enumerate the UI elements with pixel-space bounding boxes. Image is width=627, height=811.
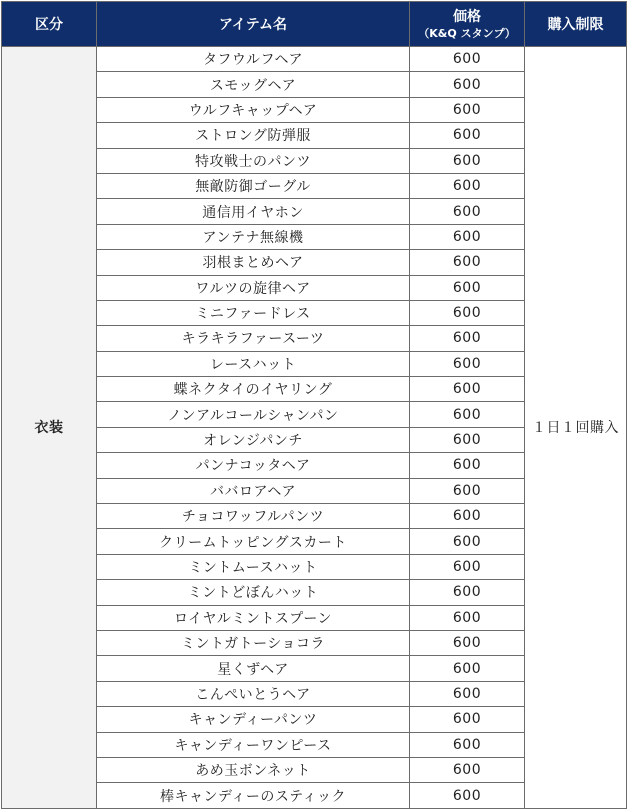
header-price-currency: （K&Q スタンプ） xyxy=(418,26,516,40)
item-price-cell: 600 xyxy=(410,148,525,173)
item-price-cell: 600 xyxy=(410,402,525,427)
item-price-cell: 600 xyxy=(410,630,525,655)
item-name-cell: ストロング防弾服 xyxy=(97,123,410,148)
item-name-cell: ワルツの旋律ヘア xyxy=(97,275,410,300)
header-item-name: アイテム名 xyxy=(97,2,410,47)
item-name-cell: ミニファードレス xyxy=(97,300,410,325)
item-name-cell: 星くずヘア xyxy=(97,656,410,681)
item-price-cell: 600 xyxy=(410,554,525,579)
item-price-cell: 600 xyxy=(410,97,525,122)
table-row xyxy=(2,47,627,72)
item-price-cell: 600 xyxy=(410,707,525,732)
item-name-cell: 通信用イヤホン xyxy=(97,199,410,224)
item-name-cell: キャンディーワンピース xyxy=(97,732,410,757)
item-name-cell: アンテナ無線機 xyxy=(97,224,410,249)
header-price-label: 価格 xyxy=(453,8,481,25)
item-price-cell: 600 xyxy=(410,427,525,452)
item-name-cell: スモッグヘア xyxy=(97,72,410,97)
header-price xyxy=(410,2,525,47)
category-cell: 衣装 xyxy=(2,47,97,809)
item-price-cell: 600 xyxy=(410,681,525,706)
item-name-cell: 羽根まとめヘア xyxy=(97,250,410,275)
item-name-cell: あめ玉ボンネット xyxy=(97,757,410,782)
item-price-cell: 600 xyxy=(410,377,525,402)
item-price-cell: 600 xyxy=(410,300,525,325)
item-name-cell: キャンディーパンツ xyxy=(97,707,410,732)
item-name-cell: こんぺいとうヘア xyxy=(97,681,410,706)
header-row xyxy=(2,2,627,47)
item-price-cell: 600 xyxy=(410,732,525,757)
item-price-cell: 600 xyxy=(410,656,525,681)
item-price-cell: 600 xyxy=(410,757,525,782)
item-price-cell: 600 xyxy=(410,199,525,224)
item-price-cell: 600 xyxy=(410,250,525,275)
item-name-cell: ミントガトーショコラ xyxy=(97,630,410,655)
item-price-cell: 600 xyxy=(410,123,525,148)
item-name-cell: 特攻戦士のパンツ xyxy=(97,148,410,173)
item-price-cell: 600 xyxy=(410,580,525,605)
item-name-cell: パンナコッタヘア xyxy=(97,453,410,478)
item-name-cell: 蝶ネクタイのイヤリング xyxy=(97,377,410,402)
item-name-cell: ウルフキャップヘア xyxy=(97,97,410,122)
item-name-cell: ロイヤルミントスプーン xyxy=(97,605,410,630)
item-name-cell: オレンジパンチ xyxy=(97,427,410,452)
item-name-cell: ババロアヘア xyxy=(97,478,410,503)
item-name-cell: 無敵防御ゴーグル xyxy=(97,173,410,198)
item-price-cell: 600 xyxy=(410,275,525,300)
item-price-cell: 600 xyxy=(410,453,525,478)
item-price-cell: 600 xyxy=(410,504,525,529)
item-price-cell: 600 xyxy=(410,478,525,503)
item-name-cell: クリームトッピングスカート xyxy=(97,529,410,554)
item-price-table xyxy=(1,1,627,809)
item-price-cell: 600 xyxy=(410,605,525,630)
item-price-cell: 600 xyxy=(410,326,525,351)
item-price-cell: 600 xyxy=(410,224,525,249)
item-price-cell: 600 xyxy=(410,351,525,376)
item-price-cell: 600 xyxy=(410,783,525,808)
item-price-cell: 600 xyxy=(410,173,525,198)
header-limit: 購入制限 xyxy=(525,2,627,47)
item-price-cell: 600 xyxy=(410,47,525,72)
item-name-cell: 棒キャンディーのスティック xyxy=(97,783,410,808)
item-name-cell: ノンアルコールシャンパン xyxy=(97,402,410,427)
item-name-cell: タフウルフヘア xyxy=(97,47,410,72)
item-name-cell: チョコワッフルパンツ xyxy=(97,504,410,529)
item-name-cell: レースハット xyxy=(97,351,410,376)
item-name-cell: キラキラファースーツ xyxy=(97,326,410,351)
item-price-cell: 600 xyxy=(410,72,525,97)
item-name-cell: ミントムースハット xyxy=(97,554,410,579)
purchase-limit-cell: １日１回購入 xyxy=(525,47,627,809)
item-name-cell: ミントどぼんハット xyxy=(97,580,410,605)
item-price-cell: 600 xyxy=(410,529,525,554)
header-category: 区分 xyxy=(2,2,97,47)
